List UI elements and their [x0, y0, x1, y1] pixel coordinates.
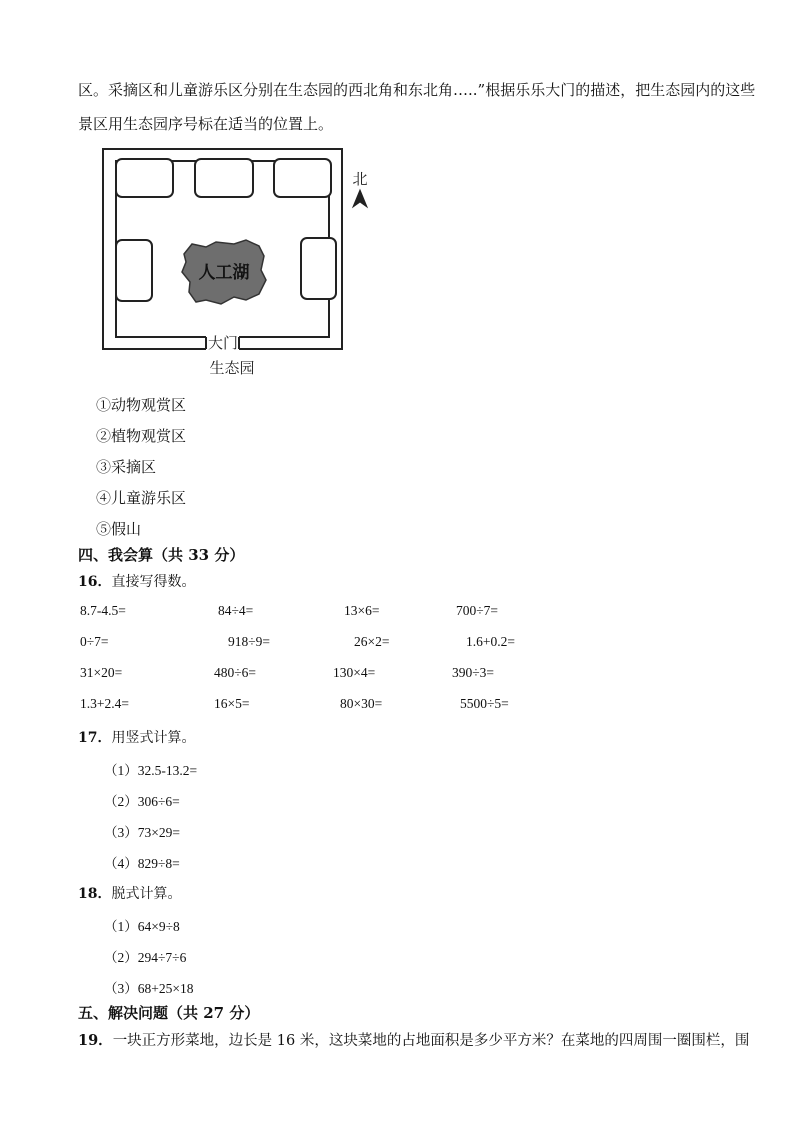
q17-text: 用竖式计算。: [111, 730, 196, 746]
q19-number: 19．: [78, 1032, 113, 1049]
q16-r3-c3: 130×4=: [333, 665, 376, 680]
section-5-title: 五、解决问题（共 27 分）: [78, 1004, 260, 1022]
option-5: ⑤假山: [96, 520, 142, 538]
intro-line-2: 景区用生态园序号标在适当的位置上。: [78, 115, 334, 133]
q18-heading: [78, 883, 181, 903]
park-label: 生态园: [209, 359, 255, 377]
q16-r4-c3: 80×30=: [340, 696, 383, 711]
q19-heading: [78, 1029, 749, 1050]
section-4-title: 四、我会算（共 33 分）: [78, 546, 245, 564]
q17-item-1: （1）32.5-13.2=: [104, 763, 198, 778]
option-4: ④儿童游乐区: [96, 489, 187, 507]
q16-text: 直接写得数。: [111, 574, 196, 590]
region-box-top-center[interactable]: [195, 159, 253, 197]
q17-item-3: （3）73×29=: [104, 825, 180, 840]
q19-text: 一块正方形菜地，边长是 16 米，这块菜地的占地面积是多少平方米？在菜地的四周围一圈围栏，围: [112, 1033, 750, 1049]
region-box-west[interactable]: [116, 240, 152, 301]
q16-r2-c3: 26×2=: [354, 634, 390, 649]
q16-r4-c2: 16×5=: [214, 696, 250, 711]
q16-r2-c2: 918÷9=: [228, 634, 271, 649]
gate-label: 大门: [207, 334, 239, 352]
q16-r4-c4: 5500÷5=: [460, 696, 509, 711]
option-1: ①动物观赏区: [96, 396, 187, 414]
region-box-top-left[interactable]: [116, 159, 173, 197]
q18-item-2: （2）294÷7÷6: [104, 950, 187, 965]
park-map-drawing: [96, 144, 396, 384]
q16-r2-c4: 1.6+0.2=: [466, 634, 515, 649]
lake-label: 人工湖: [198, 263, 250, 283]
q18-item-3: （3）68+25×18: [104, 981, 194, 996]
q16-r1-c3: 13×6=: [344, 603, 380, 618]
region-box-east[interactable]: [301, 238, 336, 299]
q16-r2-c1: 0÷7=: [80, 634, 109, 649]
q16-r3-c2: 480÷6=: [214, 665, 257, 680]
q18-item-1: （1）64×9÷8: [104, 919, 180, 934]
q17-number: 17．: [78, 730, 112, 746]
q16-r1-c1: 8.7-4.5=: [80, 603, 126, 618]
q16-r3-c4: 390÷3=: [452, 665, 495, 680]
north-label: 北: [352, 170, 368, 188]
q16-number: 16．: [78, 574, 112, 590]
q17-item-2: （2）306÷6=: [104, 794, 180, 809]
q18-number: 18．: [78, 886, 112, 902]
q17-item-4: （4）829÷8=: [104, 856, 180, 871]
option-2: ②植物观赏区: [96, 427, 187, 445]
q18-text: 脱式计算。: [111, 886, 182, 902]
park-map: [96, 144, 396, 384]
region-box-top-right[interactable]: [274, 159, 331, 197]
q16-r4-c1: 1.3+2.4=: [80, 696, 129, 711]
intro-line-1: 区。采摘区和儿童游乐区分别在生态园的西北角和东北角…..”根据乐乐大门的描述，把生态园内的这些: [78, 81, 756, 99]
q16-heading: [78, 571, 195, 591]
q17-heading: [78, 727, 195, 747]
option-3: ③采摘区: [96, 458, 157, 476]
q16-r1-c2: 84÷4=: [218, 603, 254, 618]
q16-r3-c1: 31×20=: [80, 665, 123, 680]
q16-r1-c4: 700÷7=: [456, 603, 499, 618]
north-arrow-icon: [353, 190, 367, 207]
